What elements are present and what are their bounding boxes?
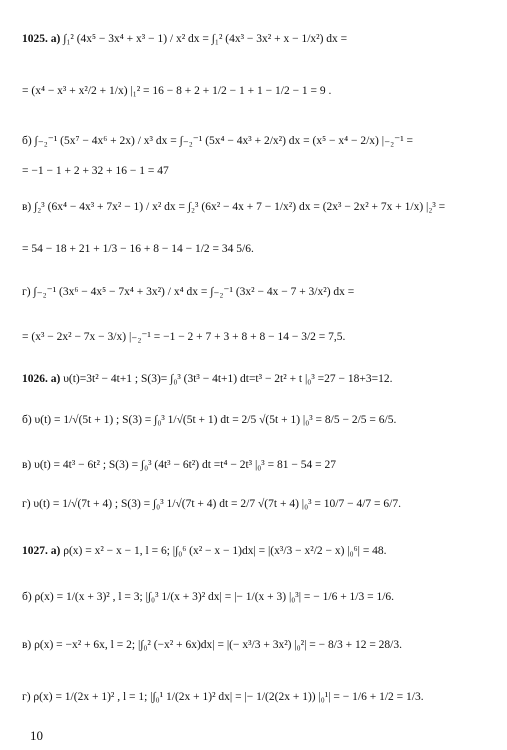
- line-1025-g-result: = (x³ − 2x² − 7x − 3/x) |₋₂⁻¹ = −1 − 2 + 7 + 3 + 8 + 8 − 14 − 3/2 = 7,5.: [22, 331, 346, 343]
- problem-number: 1026. а): [22, 373, 61, 385]
- line-1025-v-result: = 54 − 18 + 21 + 1/3 − 16 + 8 − 14 − 1/2 = 34 5/6.: [22, 243, 254, 255]
- line-1025-g: г) ∫₋₂⁻¹ (3x⁶ − 4x⁵ − 7x⁴ + 3x²) / x⁴ dx = ∫₋₂⁻¹ (3x² − 4x − 7 + 3/x²) dx =: [22, 286, 355, 298]
- line-1026-b: б) υ(t) = 1/√(5t + 1) ; S(3) = ∫₀³ 1/√(5t + 1) dt = 2/5 √(5t + 1) |₀³ = 8/5 − 2/5 = 6/5.: [22, 414, 397, 426]
- page-number: 10: [30, 728, 43, 743]
- line-1025-a-result: = (x⁴ − x³ + x²/2 + 1/x) |₁² = 16 − 8 + 2 + 1/2 − 1 + 1 − 1/2 − 1 = 9 .: [22, 85, 332, 97]
- line-1026-a: 1026. а) υ(t)=3t² − 4t+1 ; S(3)= ∫₀³ (3t³ − 4t+1) dt=t³ − 2t² + t |₀³ =27 − 18+3=12.: [22, 373, 393, 385]
- line-1027-a: 1027. а) ρ(x) = x² − x − 1, l = 6; |∫₀⁶ (x² − x − 1)dx| = |(x³/3 − x²/2 − x) |₀⁶| = 48.: [22, 545, 387, 557]
- problem-number: 1025. а): [22, 33, 61, 45]
- line-1026-g: г) υ(t) = 1/√(7t + 4) ; S(3) = ∫₀³ 1/√(7t + 4) dt = 2/7 √(7t + 4) |₀³ = 10/7 − 4/7 = 6/7.: [22, 498, 401, 510]
- line-1027-v: в) ρ(x) = −x² + 6x, l = 2; |∫₀² (−x² + 6x)dx| = |(− x³/3 + 3x²) |₀²| = − 8/3 + 12 = 28/3.: [22, 639, 403, 651]
- line-1025-b: б) ∫₋₂⁻¹ (5x⁷ − 4x⁶ + 2x) / x³ dx = ∫₋₂⁻¹ (5x⁴ − 4x³ + 2/x²) dx = (x⁵ − x⁴ − 2/x) |₋₂⁻¹ =: [22, 135, 414, 147]
- line-1025-v: в) ∫₂³ (6x⁴ − 4x³ + 7x² − 1) / x² dx = ∫₂³ (6x² − 4x + 7 − 1/x²) dx = (2x³ − 2x² + 7x + 1/x) |₂³ =: [22, 201, 446, 213]
- line-1026-v: в) υ(t) = 4t³ − 6t² ; S(3) = ∫₀³ (4t³ − 6t²) dt =t⁴ − 2t³ |₀³ = 81 − 54 = 27: [22, 459, 336, 471]
- line-1025-b-result: = −1 − 1 + 2 + 32 + 16 − 1 = 47: [22, 165, 169, 177]
- line-1027-g: г) ρ(x) = 1/(2x + 1)² , l = 1; |∫₀¹ 1/(2x + 1)² dx| = |− 1/(2(2x + 1)) |₀¹| = − 1/6 + 1/2 = 1/3.: [22, 691, 424, 703]
- problem-number: 1027. а): [22, 545, 61, 557]
- line-1025-a: 1025. а) ∫₁² (4x⁵ − 3x⁴ + x³ − 1) / x² dx = ∫₁² (4x³ − 3x² + x − 1/x²) dx =: [22, 33, 348, 45]
- line-1027-b: б) ρ(x) = 1/(x + 3)² , l = 3; |∫₀³ 1/(x + 3)² dx| = |− 1/(x + 3) |₀³| = − 1/6 + 1/3 = 1/6.: [22, 591, 395, 603]
